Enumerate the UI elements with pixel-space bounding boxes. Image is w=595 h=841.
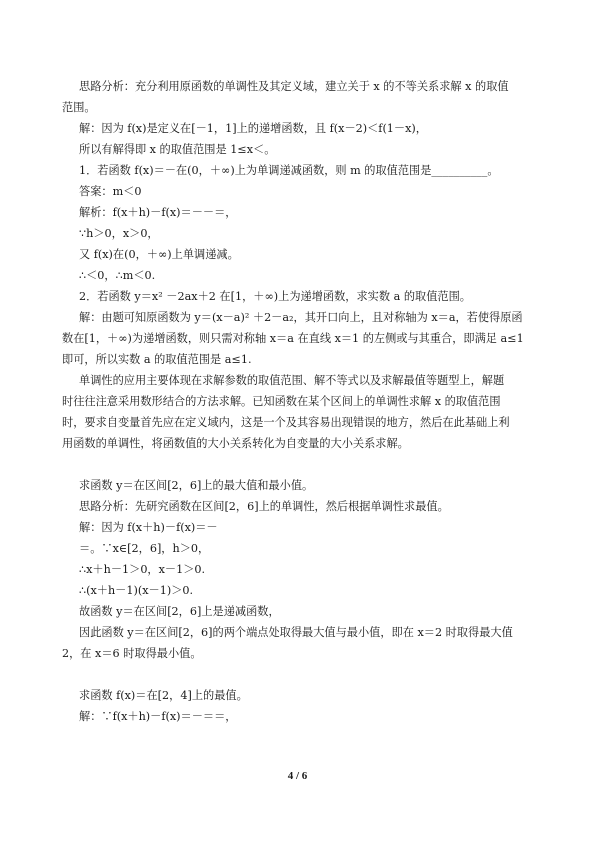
text-line: 解：由题可知原函数为 y＝(x－a)² ＋2－a₂，其开口向上，且对称轴为 x＝a，若使得原函 <box>79 311 523 324</box>
text-line: 解：∵f(x＋h)－f(x)＝－＝＝， <box>79 710 237 723</box>
text-line: 时，要求自变量首先应在定义域内，这是一个及其容易出现错误的地方，然后在此基础上利 <box>62 416 510 429</box>
text-line: ＝。∵x∈[2，6]，h＞0， <box>79 542 210 555</box>
text-line: 范围。 <box>62 101 96 114</box>
text-line: 解：因为 f(x)是定义在[－1，1]上的递增函数，且 f(x－2)＜f(1－x)， <box>79 122 427 135</box>
text-line: 1．若函数 f(x)＝－在(0，＋∞)上为单调递减函数，则 m 的取值范围是__________。 <box>79 164 499 177</box>
text-line: 故函数 y＝在区间[2，6]上是递减函数， <box>79 605 280 618</box>
text-line: ∴x＋h－1＞0，x－1＞0. <box>79 563 206 576</box>
text-line: 数在[1，＋∞)为递增函数，则只需对称轴 x＝a 在直线 x＝1 的左侧或与其重合，即满足 a≤1 <box>62 332 524 345</box>
text-line: 2，在 x＝6 时取得最小值。 <box>62 647 202 660</box>
text-line <box>62 454 540 475</box>
text-line: 求函数 y＝在区间[2，6]上的最大值和最小值。 <box>79 479 314 492</box>
text-line: 用函数的单调性，将函数值的大小关系转化为自变量的大小关系求解。 <box>62 437 409 450</box>
page-number: 4 / 6 <box>287 770 308 782</box>
document-body <box>62 76 540 727</box>
text-line: 答案：m＜0 <box>79 185 142 198</box>
text-line: 时往往注意采用数形结合的方法求解。已知函数在某个区间上的单调性求解 x 的取值范围 <box>62 395 501 408</box>
text-line: 求函数 f(x)＝在[2，4]上的最值。 <box>79 689 248 702</box>
text-line: 思路分析：充分利用原函数的单调性及其定义域，建立关于 x 的不等关系求解 x 的取值 <box>79 80 509 93</box>
text-line: 单调性的应用主要体现在求解参数的取值范围、解不等式以及求解最值等题型上，解题 <box>79 374 505 387</box>
text-line <box>62 664 540 685</box>
text-line: 即可，所以实数 a 的取值范围是 a≤1. <box>62 353 252 366</box>
text-line: ∴＜0，∴m＜0. <box>79 269 156 282</box>
text-line: ∵h＞0，x＞0， <box>79 227 159 240</box>
text-line: 所以有解得即 x 的取值范围是 1≤x＜。 <box>79 143 276 156</box>
text-line: 思路分析：先研究函数在区间[2，6]上的单调性，然后根据单调性求最值。 <box>79 500 449 513</box>
text-line: 又 f(x)在(0，＋∞)上单调递减。 <box>79 248 239 261</box>
text-line: ∴(x＋h－1)(x－1)＞0. <box>79 584 194 597</box>
text-line: 2．若函数 y＝x² －2ax＋2 在[1，＋∞)上为递增函数，求实数 a 的取值范围。 <box>79 290 471 303</box>
text-line: 解析：f(x＋h)－f(x)＝－－＝， <box>79 206 237 219</box>
text-line: 解：因为 f(x＋h)－f(x)＝－ <box>79 521 218 534</box>
text-line: 因此函数 y＝在区间[2，6]的两个端点处取得最大值与最小值，即在 x＝2 时取得最大值 <box>79 626 513 639</box>
